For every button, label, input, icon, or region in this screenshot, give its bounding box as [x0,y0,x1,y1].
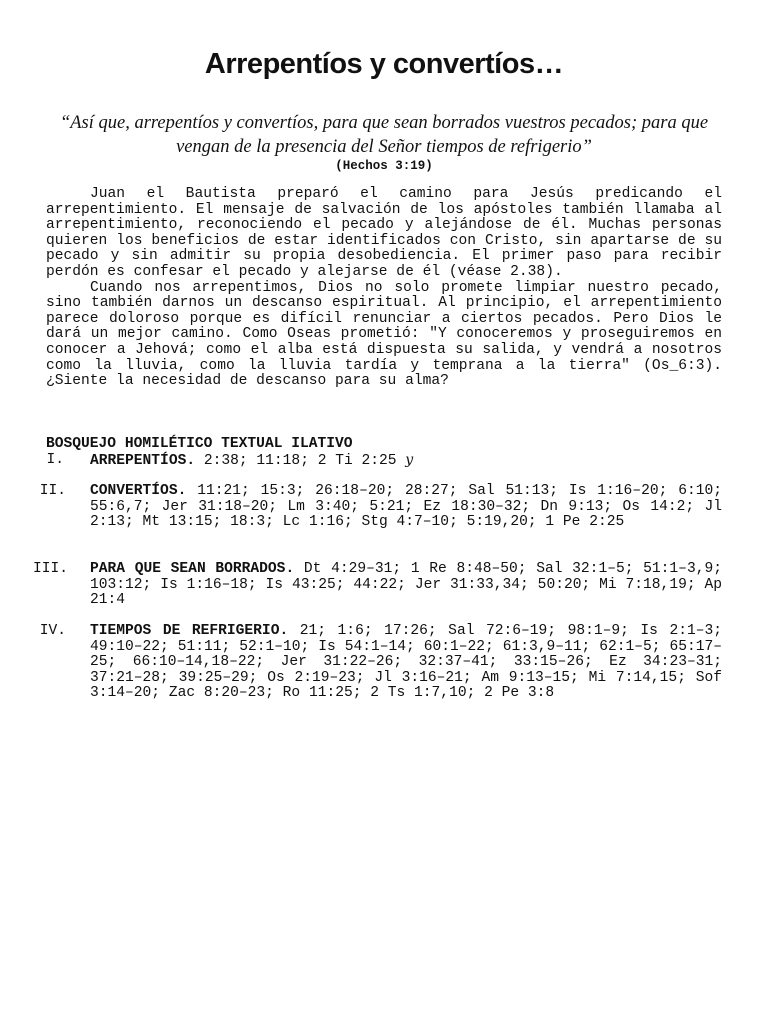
outline-item-content [90,624,722,702]
commentary-paragraph: Cuando nos arrepentimos, Dios no solo promete limpiar nuestro pecado, sino también darnos un descanso espiritual. Al principio, el arrepentimiento parece doloroso porque es difícil renunciar a ciertos pecados. Pero Dios le dará un mejor camino. Como Oseas prometió: "Y conoceremos y proseguiremos en conocer a Jehová; como el alba está dispuesta su salida, y vendrá a nosotros como la lluvia, como la lluvia tardía y temprana a la tierra" (Os_6:3). ¿Siente la necesidad de descanso para su alma? [46,279,722,390]
outline-item-label: CONVERTÍOS. [90,483,187,499]
outline-item-number: II. [39,483,66,499]
outline-item-refs: 2:38; 11:18; 2 Ti 2:25 [203,453,397,469]
outline-item-trail: y [405,452,414,468]
outline-item-label: TIEMPOS DE REFRIGERIO. [90,623,289,639]
outline-item-refs: 11:21; 15:3; 26:18–20; 28:27; Sal 51:13; Is 1:16–20; 6:10; 55:6,7; Jer 31:18–20; Lm 3:40; 5:21; Ez 18:30–32; Dn 9:13; Os 14:2; Jl 2:13; Mt 13:15; 18:3; Lc 1:16; Stg 4:7–10; 5:19,20; 1 Pe 2:25 [90,483,722,531]
scripture-quote: “Así que, arrepentíos y convertíos, para que sean borrados vuestros pecados; para que vengan de la presencia del Señor tiempos de refrigerio” [59,113,709,157]
page-title: Arrepentíos y convertíos… [204,48,564,80]
outline-item-content [90,453,722,470]
commentary-body [46,187,722,390]
scripture-reference: (Hechos 3:19) [335,159,433,173]
outline-item-label: PARA QUE SEAN BORRADOS. [90,561,295,577]
outline-item-number: III. [32,561,68,577]
outline-item-content [90,484,722,531]
outline-item-refs: 21; 1:6; 17:26; Sal 72:6–19; 98:1–9; Is 2:1–3; 49:10–22; 51:11; 52:1–10; Is 54:1–14; 60:1–22; 61:3,9–11; 62:1–5; 65:17–25; 66:10–14,18–22; Jer 31:22–26; 32:37–41; 33:15–26; Ez 34:23–31; 37:21–28; 39:25–29; Os 2:19–23; Jl 3:16–21; Am 9:13–15; Mi 7:14,15; Sof 3:14–20; Zac 8:20–23; Ro 11:25; 2 Ts 1:7,10; 2 Pe 3:8 [90,623,722,702]
outline-item-content [90,562,722,609]
commentary-paragraph: Juan el Bautista preparó el camino para Jesús predicando el arrepentimiento. El mensaje de salvación de los apóstoles también llamaba al arrepentimiento, reconociendo el pecado y alejándose de él. Muchas personas quieren los beneficios de estar identificados con Cristo, sin apartarse de su pecado y sin admitir su propia desobediencia. El primer paso para recibir perdón es confesar el pecado y alejarse de él (véase 2.38). [46,186,722,280]
outline-item-number: I. [46,452,64,468]
outline-item-label: ARREPENTÍOS. [90,453,196,469]
outline-item-number: IV. [39,623,66,639]
outline-item-refs: Dt 4:29–31; 1 Re 8:48–50; Sal 32:1–5; 51:1–3,9; 103:12; Is 1:16–18; Is 43:25; 44:22; Jer 31:33,34; 50:20; Mi 7:18,19; Ap 21:4 [90,561,722,609]
outline-heading: BOSQUEJO HOMILÉTICO TEXTUAL ILATIVO [46,436,353,452]
